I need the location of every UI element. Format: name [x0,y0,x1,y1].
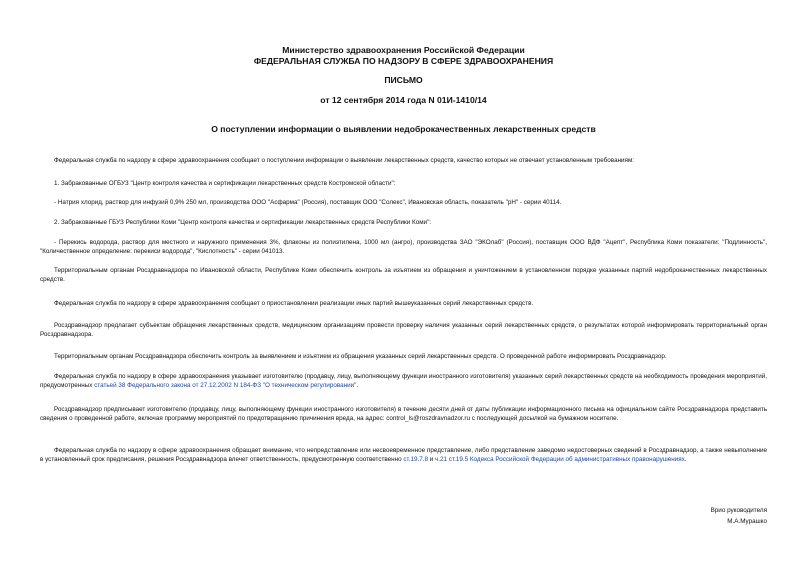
document-type: ПИСЬМО [384,75,423,85]
signatory-name: М.А.Мурашко [727,518,767,525]
paragraph-6 [40,266,767,284]
paragraph-text-part: . [684,456,687,463]
paragraph-text: Федеральная служба по надзору в сфере здравоохранения сообщает о поступлении информации о выявлении лекарственных средств, качество которых не отвечает установленным требованиям: [54,157,635,164]
paragraph-text-part: Федеральная служба по надзору в сфере здравоохранения обращает внимание, что непредставление или несвоевременное представление, либо представление заведомо недостоверных сведений в Росздравнадзор, а также невыполнение в установленный срок предписания, решения Росздравнадзора влечет ответственность, предусмотренную соответственно [40,447,767,463]
article-19-5-link[interactable]: ч.21 ст.19.5 [435,456,469,463]
admin-code-link[interactable]: Кодекса Российской Федерации об административных правонарушениях [469,456,685,463]
paragraph-text: Росздравнадзор предписывает изготовителю (продавцу, лицу, выполняющему функции иностранного изготовителя) в течение десяти дней от даты публикации информационного письма на официальном сайте Росздравнадзора представить сведения о проведенной работе, включая программу мероприятий по предотвращению причинения вреда, на адрес: control_ls@roszdravnadzor.ru с последующей досылкой на бумажном носителе. [40,406,767,422]
paragraph-4 [40,218,767,227]
paragraph-text: Федеральная служба по надзору в сфере здравоохранения сообщает о приостановлении реализации иных партий вышеуказанных серий лекарственных средств. [54,300,534,307]
signatory-position: Врио руководителя [710,507,767,514]
paragraph-text: - Натрия хлорид, раствор для инфузий 0,9% 250 мл, производства ООО "Асфарма" (Россия), поставщик ООО "Солекс", Ивановская область, показатель "рН" - серии 40114. [54,199,562,206]
article-19-7-8-link[interactable]: ст.19.7.8 [403,456,428,463]
paragraph-text-part: и [427,456,436,463]
paragraph-3 [40,198,767,207]
paragraph-text [40,372,767,390]
paragraph-9 [40,352,767,361]
paragraph-text: 2. Забракованные ГБУЗ Республики Коми "Центр контроля качества и сертификации лекарственных средств Республики Коми": [54,219,432,226]
paragraph-11 [40,405,767,423]
paragraph-text-part: . [356,382,359,389]
paragraph-text-part: Федеральная служба по надзору в сфере здравоохранения указывает изготовителю (продавцу, лицу, выполняющему функции иностранного изготовителя) указанных серий лекарственных средств на необходимость проведения мероприятий, предусмотренных [40,373,767,389]
paragraph-text: 1. Забракованные ОГБУЗ "Центр контроля качества и сертификации лекарственных средств Костромской области": [54,180,396,187]
paragraph-1 [40,156,767,165]
ministry-name: Министерство здравоохранения Российской Федерации [282,45,525,55]
paragraph-12 [40,446,767,464]
paragraph-5 [40,238,767,256]
paragraph-text [40,446,767,464]
paragraph-10 [40,372,767,390]
paragraph-8 [40,321,767,339]
paragraph-text: Росздравнадзор предлагает субъектам обращения лекарственных средств, медицинским организациям провести проверку наличия указанных серий лекарственных средств, о результатах которой информировать территориальный орган Росздравнадзора. [40,322,767,338]
document-date-number: от 12 сентября 2014 года N 01И-1410/14 [320,95,487,105]
law-38-link[interactable]: статьей 38 Федерального закона от 27.12.2002 N 184-ФЗ "О техническом регулировании" [94,382,357,389]
paragraph-text: Территориальным органам Росздравнадзора по Ивановской области, Республике Коми обеспечить контроль за изъятием из обращения и уничтожением в установленном порядке указанных партий недоброкачественных лекарственных средств. [40,267,767,283]
paragraph-text: Территориальным органам Росздравнадзора обеспечить контроль за выявлением и изъятием из обращения указанных серий лекарственных средств. О проведенной работе информировать Росздравнадзор. [54,353,667,360]
document-title: О поступлении информации о выявлении недоброкачественных лекарственных средств [211,124,596,134]
paragraph-2 [40,179,767,188]
paragraph-text: - Перекись водорода, раствор для местного и наружного применения 3%, флаконы из полиэтилена, 1000 мл (ангро), производства ЗАО "ЭКОлаб" (Россия), поставщик ООО ВДФ "Ацепт", Республика Коми показатели: "Подлинность", "Количественное определение: перекиси водорода", "Кислотность" - серии 041013. [40,239,767,255]
service-name: ФЕДЕРАЛЬНАЯ СЛУЖБА ПО НАДЗОРУ В СФЕРЕ ЗДРАВООХРАНЕНИЯ [253,56,554,66]
paragraph-7 [40,299,767,308]
